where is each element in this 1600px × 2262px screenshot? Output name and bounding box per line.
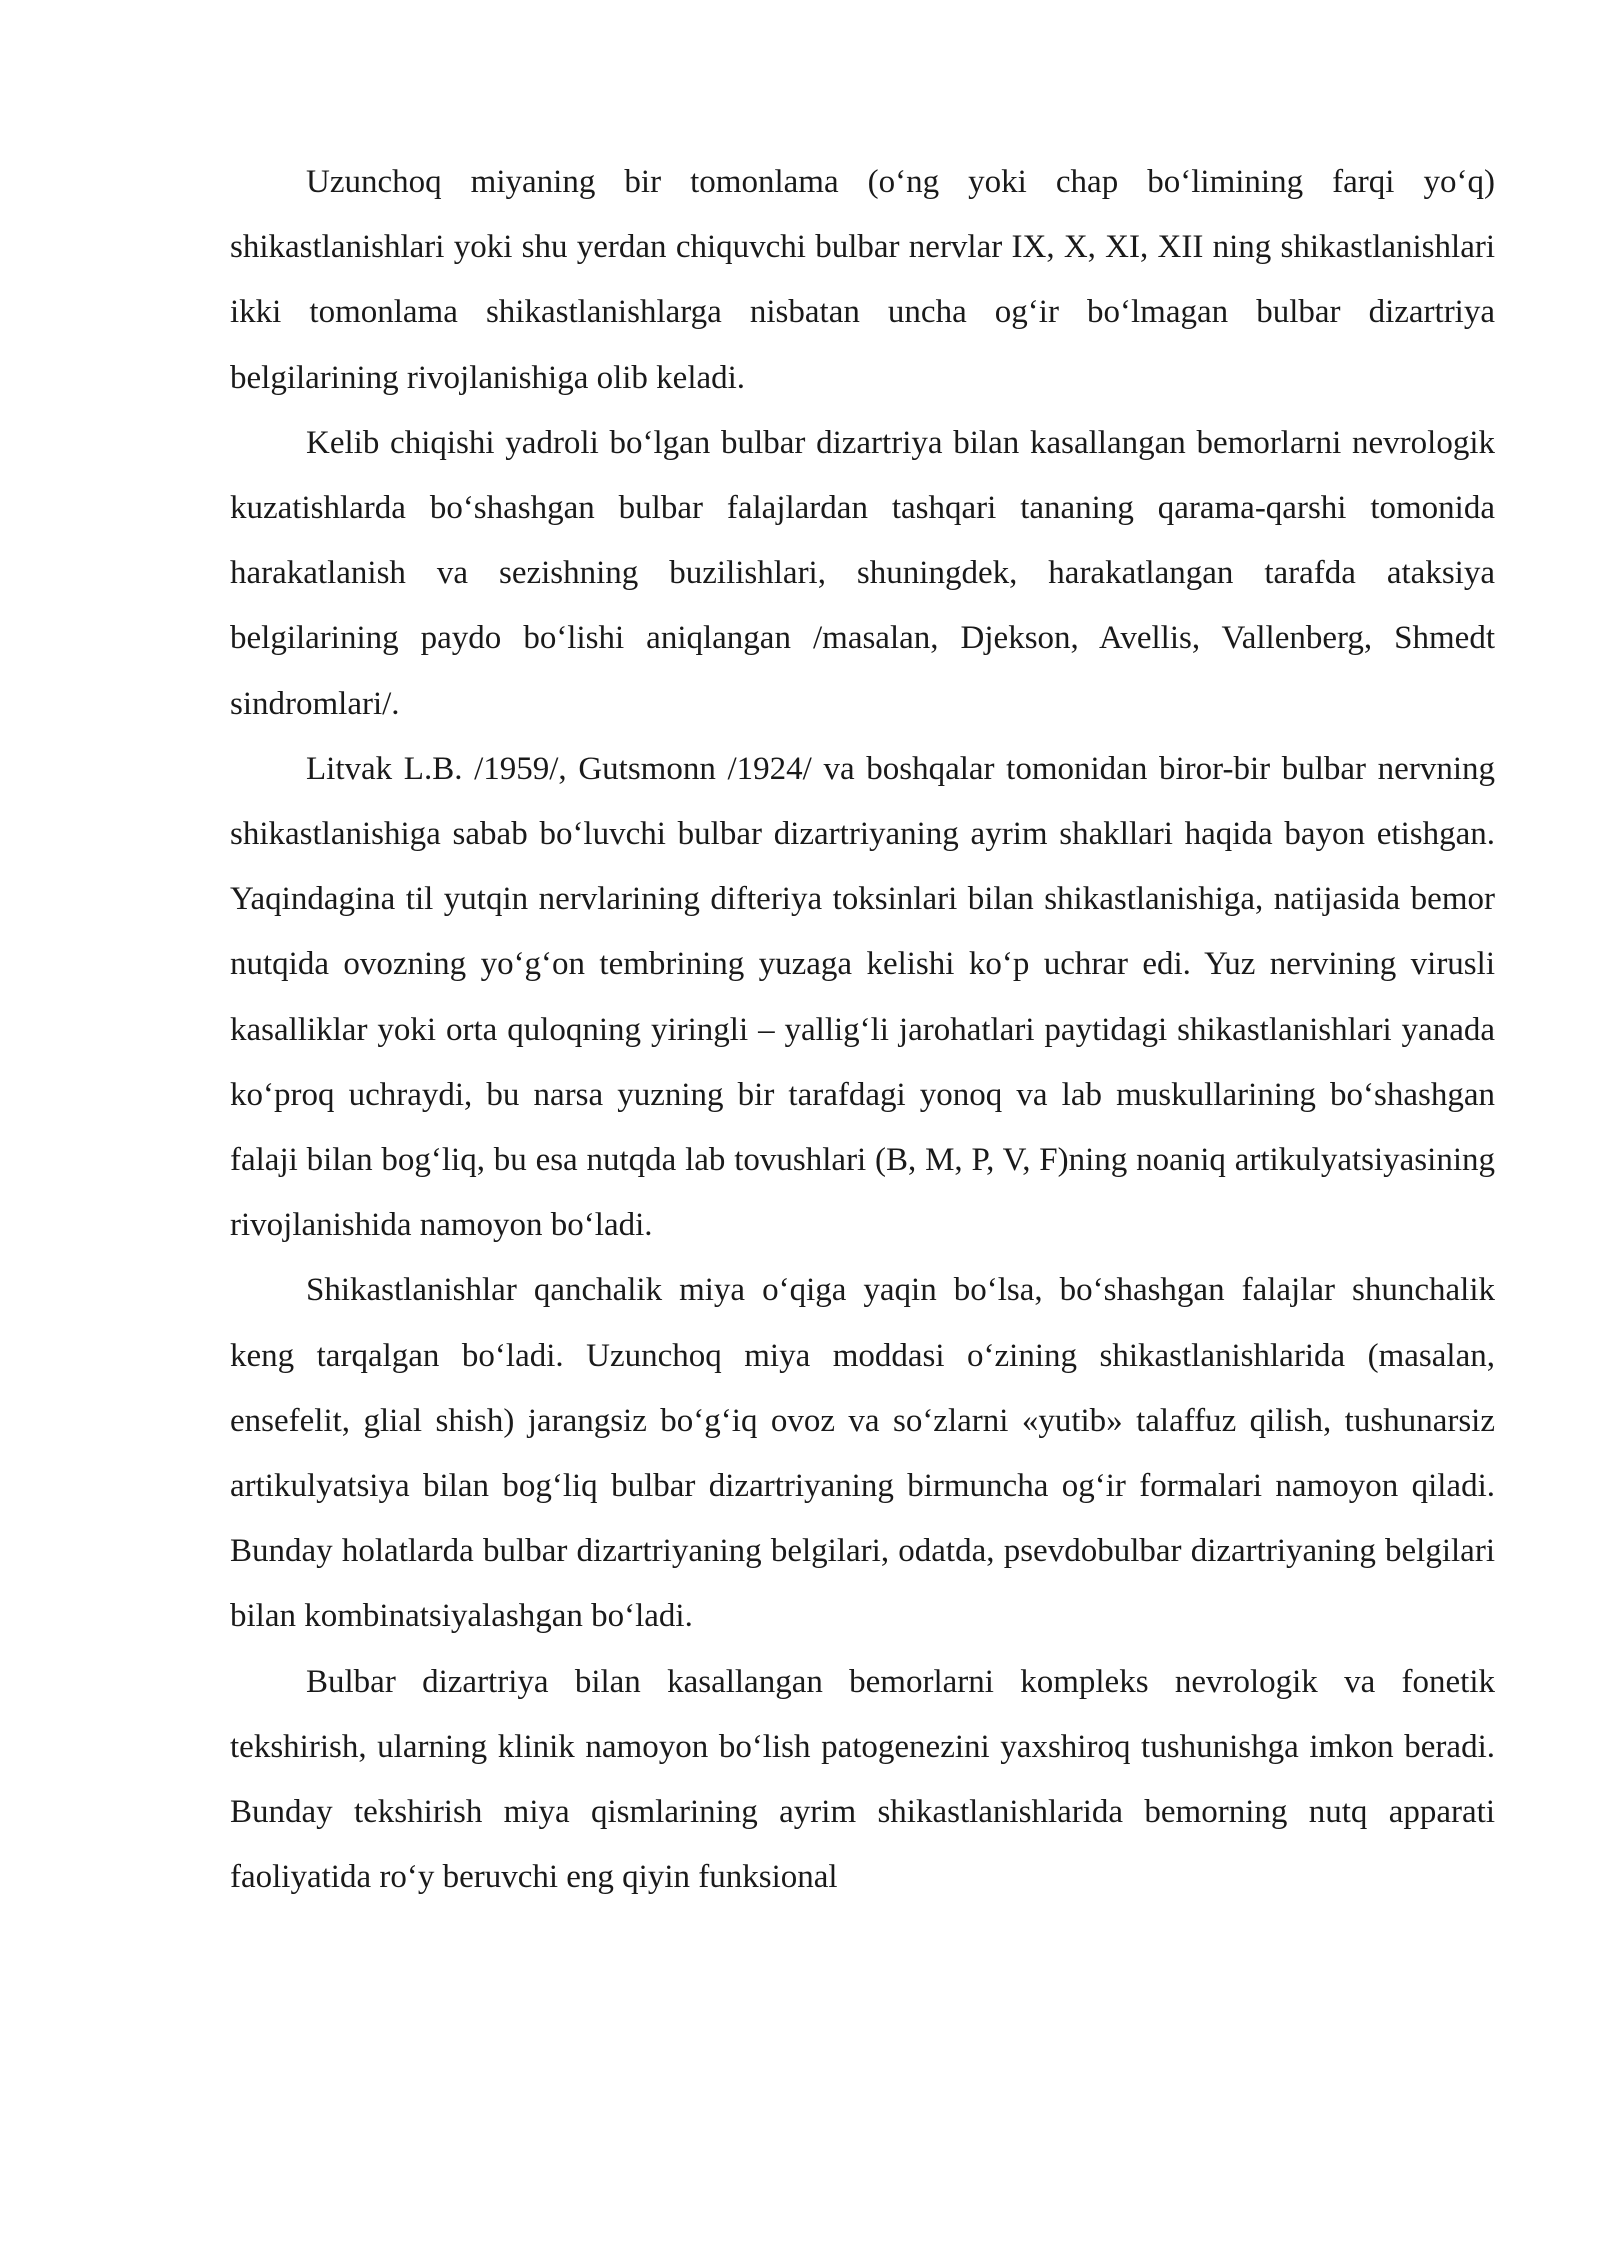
document-body — [230, 150, 1495, 1910]
paragraph-4: Shikastlanishlar qanchalik miya o‘qiga yaqin bo‘lsa, bo‘shashgan falajlar shunchalik keng tarqalgan bo‘ladi. Uzunchoq miya moddasi o‘zining shikastlanishlarida (masalan, ensefelit, glial shish) jarangsiz bo‘g‘iq ovoz va so‘zlarni «yutib» talaffuz qilish, tushunarsiz artikulyatsiya bilan bog‘liq bulbar dizartriyaning birmuncha og‘ir formalari namoyon qiladi. Bunday holatlarda bulbar dizartriyaning belgilari, odatda, psevdobulbar dizartriyaning belgilari bilan kombinatsiyalashgan bo‘ladi. — [230, 1272, 1495, 1635]
paragraph-3: Litvak L.B. /1959/, Gutsmonn /1924/ va boshqalar tomonidan biror-bir bulbar nervning shikastlanishiga sabab bo‘luvchi bulbar dizartriyaning ayrim shakllari haqida bayon etishgan. Yaqindagina til yutqin nervlarining difteriya toksinlari bilan shikastlanishiga, natijasida bemor nutqida ovozning yo‘g‘on tembrining yuzaga kelishi ko‘p uchrar edi. Yuz nervining virusli kasalliklar yoki orta quloqning yiringli – yallig‘li jarohatlari paytidagi shikastlanishlari yanada ko‘proq uchraydi, bu narsa yuzning bir tarafdagi yonoq va lab muskullarining bo‘shashgan falaji bilan bog‘liq, bu esa nutqda lab tovushlari (B, M, P, V, F)ning noaniq artikulyatsiyasining rivojlanishida namoyon bo‘ladi. — [230, 750, 1495, 1244]
paragraph-1: Uzunchoq miyaning bir tomonlama (o‘ng yoki chap bo‘limining farqi yo‘q) shikastlanishlari yoki shu yerdan chiquvchi bulbar nervlar IX, X, XI, XII ning shikastlanishlari ikki tomonlama shikastlanishlarga nisbatan uncha og‘ir bo‘lmagan bulbar dizartriya belgilarining rivojlanishiga olib keladi. — [230, 164, 1495, 396]
paragraph-5: Bulbar dizartriya bilan kasallangan bemorlarni kompleks nevrologik va fonetik tekshirish, ularning klinik namoyon bo‘lish patogenezini yaxshiroq tushunishga imkon beradi. Bunday tekshirish miya qismlarining ayrim shikastlanishlarida bemorning nutq apparati faoliyatida ro‘y beruvchi eng qiyin funksional — [230, 1663, 1495, 1896]
paragraph-2: Kelib chiqishi yadroli bo‘lgan bulbar dizartriya bilan kasallangan bemorlarni nevrologik kuzatishlarda bo‘shashgan bulbar falajlardan tashqari tananing qarama-qarshi tomonida harakatlanish va sezishning buzilishlari, shuningdek, harakatlangan tarafda ataksiya belgilarining paydo bo‘lishi aniqlangan /masalan, Djekson, Avellis, Vallenberg, Shmedt sindromlari/. — [230, 424, 1495, 722]
